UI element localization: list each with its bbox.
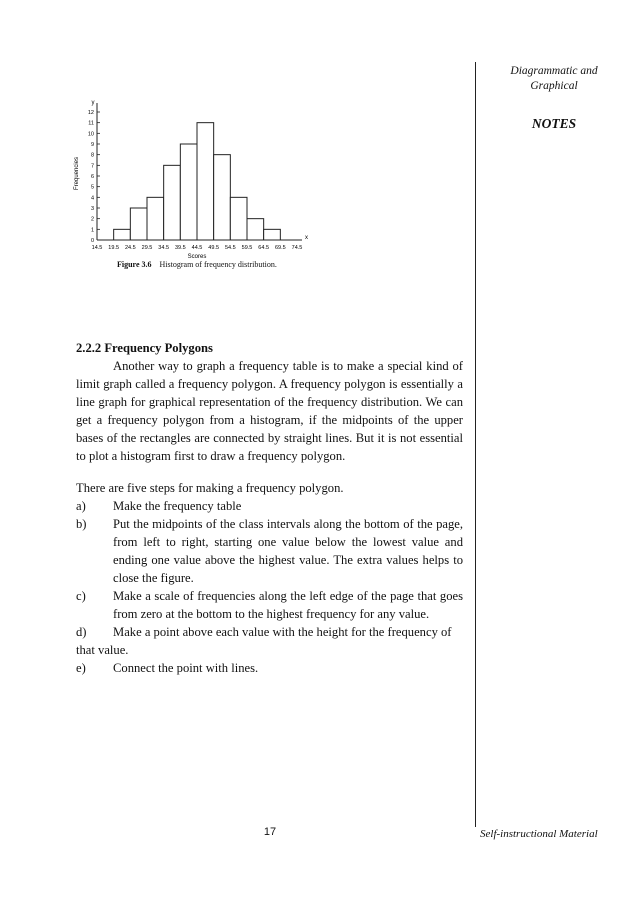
x-tick-label: 74.5 (291, 245, 303, 251)
step-text: Make a scale of frequencies along the left edge of the page that goes from zero at the bottom to the highest frequency for any value. (113, 589, 463, 621)
x-tick-label: 24.5 (124, 245, 136, 251)
step-text-continuation: that value. (76, 643, 129, 657)
x-axis-letter: x (305, 235, 308, 241)
step-label: e) (76, 661, 86, 675)
step-item (76, 497, 463, 515)
x-tick-label: 54.5 (224, 245, 236, 251)
x-tick-label: 29.5 (141, 245, 153, 251)
y-tick-label: 5 (90, 184, 94, 191)
x-tick-label: 64.5 (258, 245, 270, 251)
chapter-title-line2: Graphical (530, 80, 578, 92)
x-axis-title: Scores (187, 254, 207, 260)
steps-intro: There are five steps for making a frequency polygon. (76, 481, 344, 495)
figure-caption (117, 260, 277, 269)
step-item (76, 623, 463, 641)
figure-number: Figure 3.6 (117, 260, 152, 269)
y-tick-label: 4 (90, 195, 94, 202)
x-tick-label: 59.5 (241, 245, 253, 251)
y-tick-label: 3 (90, 206, 94, 212)
step-text: Make a point above each value with the height for the frequency of (113, 625, 452, 639)
step-label: a) (76, 499, 86, 513)
step-label: d) (76, 625, 87, 639)
histogram-bar (130, 208, 147, 240)
y-axis-letter: y (91, 100, 95, 106)
histogram-bar (180, 144, 197, 240)
step-label: c) (76, 589, 86, 603)
footer-label: Self-instructional Material (480, 828, 598, 840)
x-tick-label: 14.5 (91, 245, 103, 251)
x-tick-label: 39.5 (174, 245, 186, 251)
step-text: Connect the point with lines. (113, 661, 259, 675)
sidebar-divider (475, 62, 476, 827)
y-tick-label: 7 (90, 163, 94, 170)
y-tick-label: 9 (90, 142, 94, 148)
x-tick-label: 49.5 (208, 245, 220, 251)
y-axis-title: Frequencies (74, 156, 80, 191)
x-tick-label: 69.5 (274, 245, 286, 251)
y-tick-label: 10 (87, 131, 94, 138)
step-item (76, 587, 463, 623)
page-number: 17 (263, 826, 277, 838)
y-tick-label: 1 (90, 227, 94, 234)
histogram-bar (264, 229, 281, 240)
histogram-bar (197, 123, 214, 240)
x-tick-label: 44.5 (191, 245, 203, 251)
histogram-bar (230, 197, 247, 240)
step-text: Put the midpoints of the class intervals along the bottom of the page, from left to right, starting one value below the lowest value and ending one value above the highest value. The extra values helps to close the figure. (113, 517, 463, 585)
histogram-bar (114, 229, 131, 240)
y-tick-label: 8 (90, 152, 94, 159)
figure-caption-text: Histogram of frequency distribution. (159, 260, 277, 269)
x-tick-label: 34.5 (158, 245, 170, 251)
y-tick-label: 0 (90, 238, 94, 244)
histogram-figure (62, 95, 330, 280)
histogram-bar (247, 219, 264, 240)
histogram-bar (214, 155, 231, 240)
step-item (76, 515, 463, 587)
chapter-title-line1: Diagrammatic and (510, 65, 598, 77)
x-tick-label: 19.5 (108, 245, 120, 251)
y-tick-label: 11 (88, 120, 94, 127)
histogram-bar (147, 197, 164, 240)
section-body (76, 339, 463, 677)
section-heading: 2.2.2 Frequency Polygons (76, 341, 213, 355)
histogram-chart (62, 95, 330, 260)
y-tick-label: 2 (90, 216, 94, 223)
intro-paragraph: Another way to graph a frequency table is to make a special kind of limit graph called a frequency polygon. A frequency polygon is essentially a line graph for graphical representation of the frequency distribution. We can get a frequency polygon from a histogram, if the midpoints of the upper bases of the rectangles are connected by straight lines. But it is not essential to plot a histogram first to draw a frequency polygon. (76, 359, 463, 463)
y-tick-label: 6 (90, 174, 94, 180)
histogram-bar (164, 165, 181, 240)
step-text: Make the frequency table (113, 499, 242, 513)
notes-label: NOTES (531, 116, 577, 131)
step-item (76, 659, 463, 677)
chapter-title (492, 64, 616, 94)
y-tick-label: 12 (87, 110, 94, 116)
step-label: b) (76, 517, 87, 531)
